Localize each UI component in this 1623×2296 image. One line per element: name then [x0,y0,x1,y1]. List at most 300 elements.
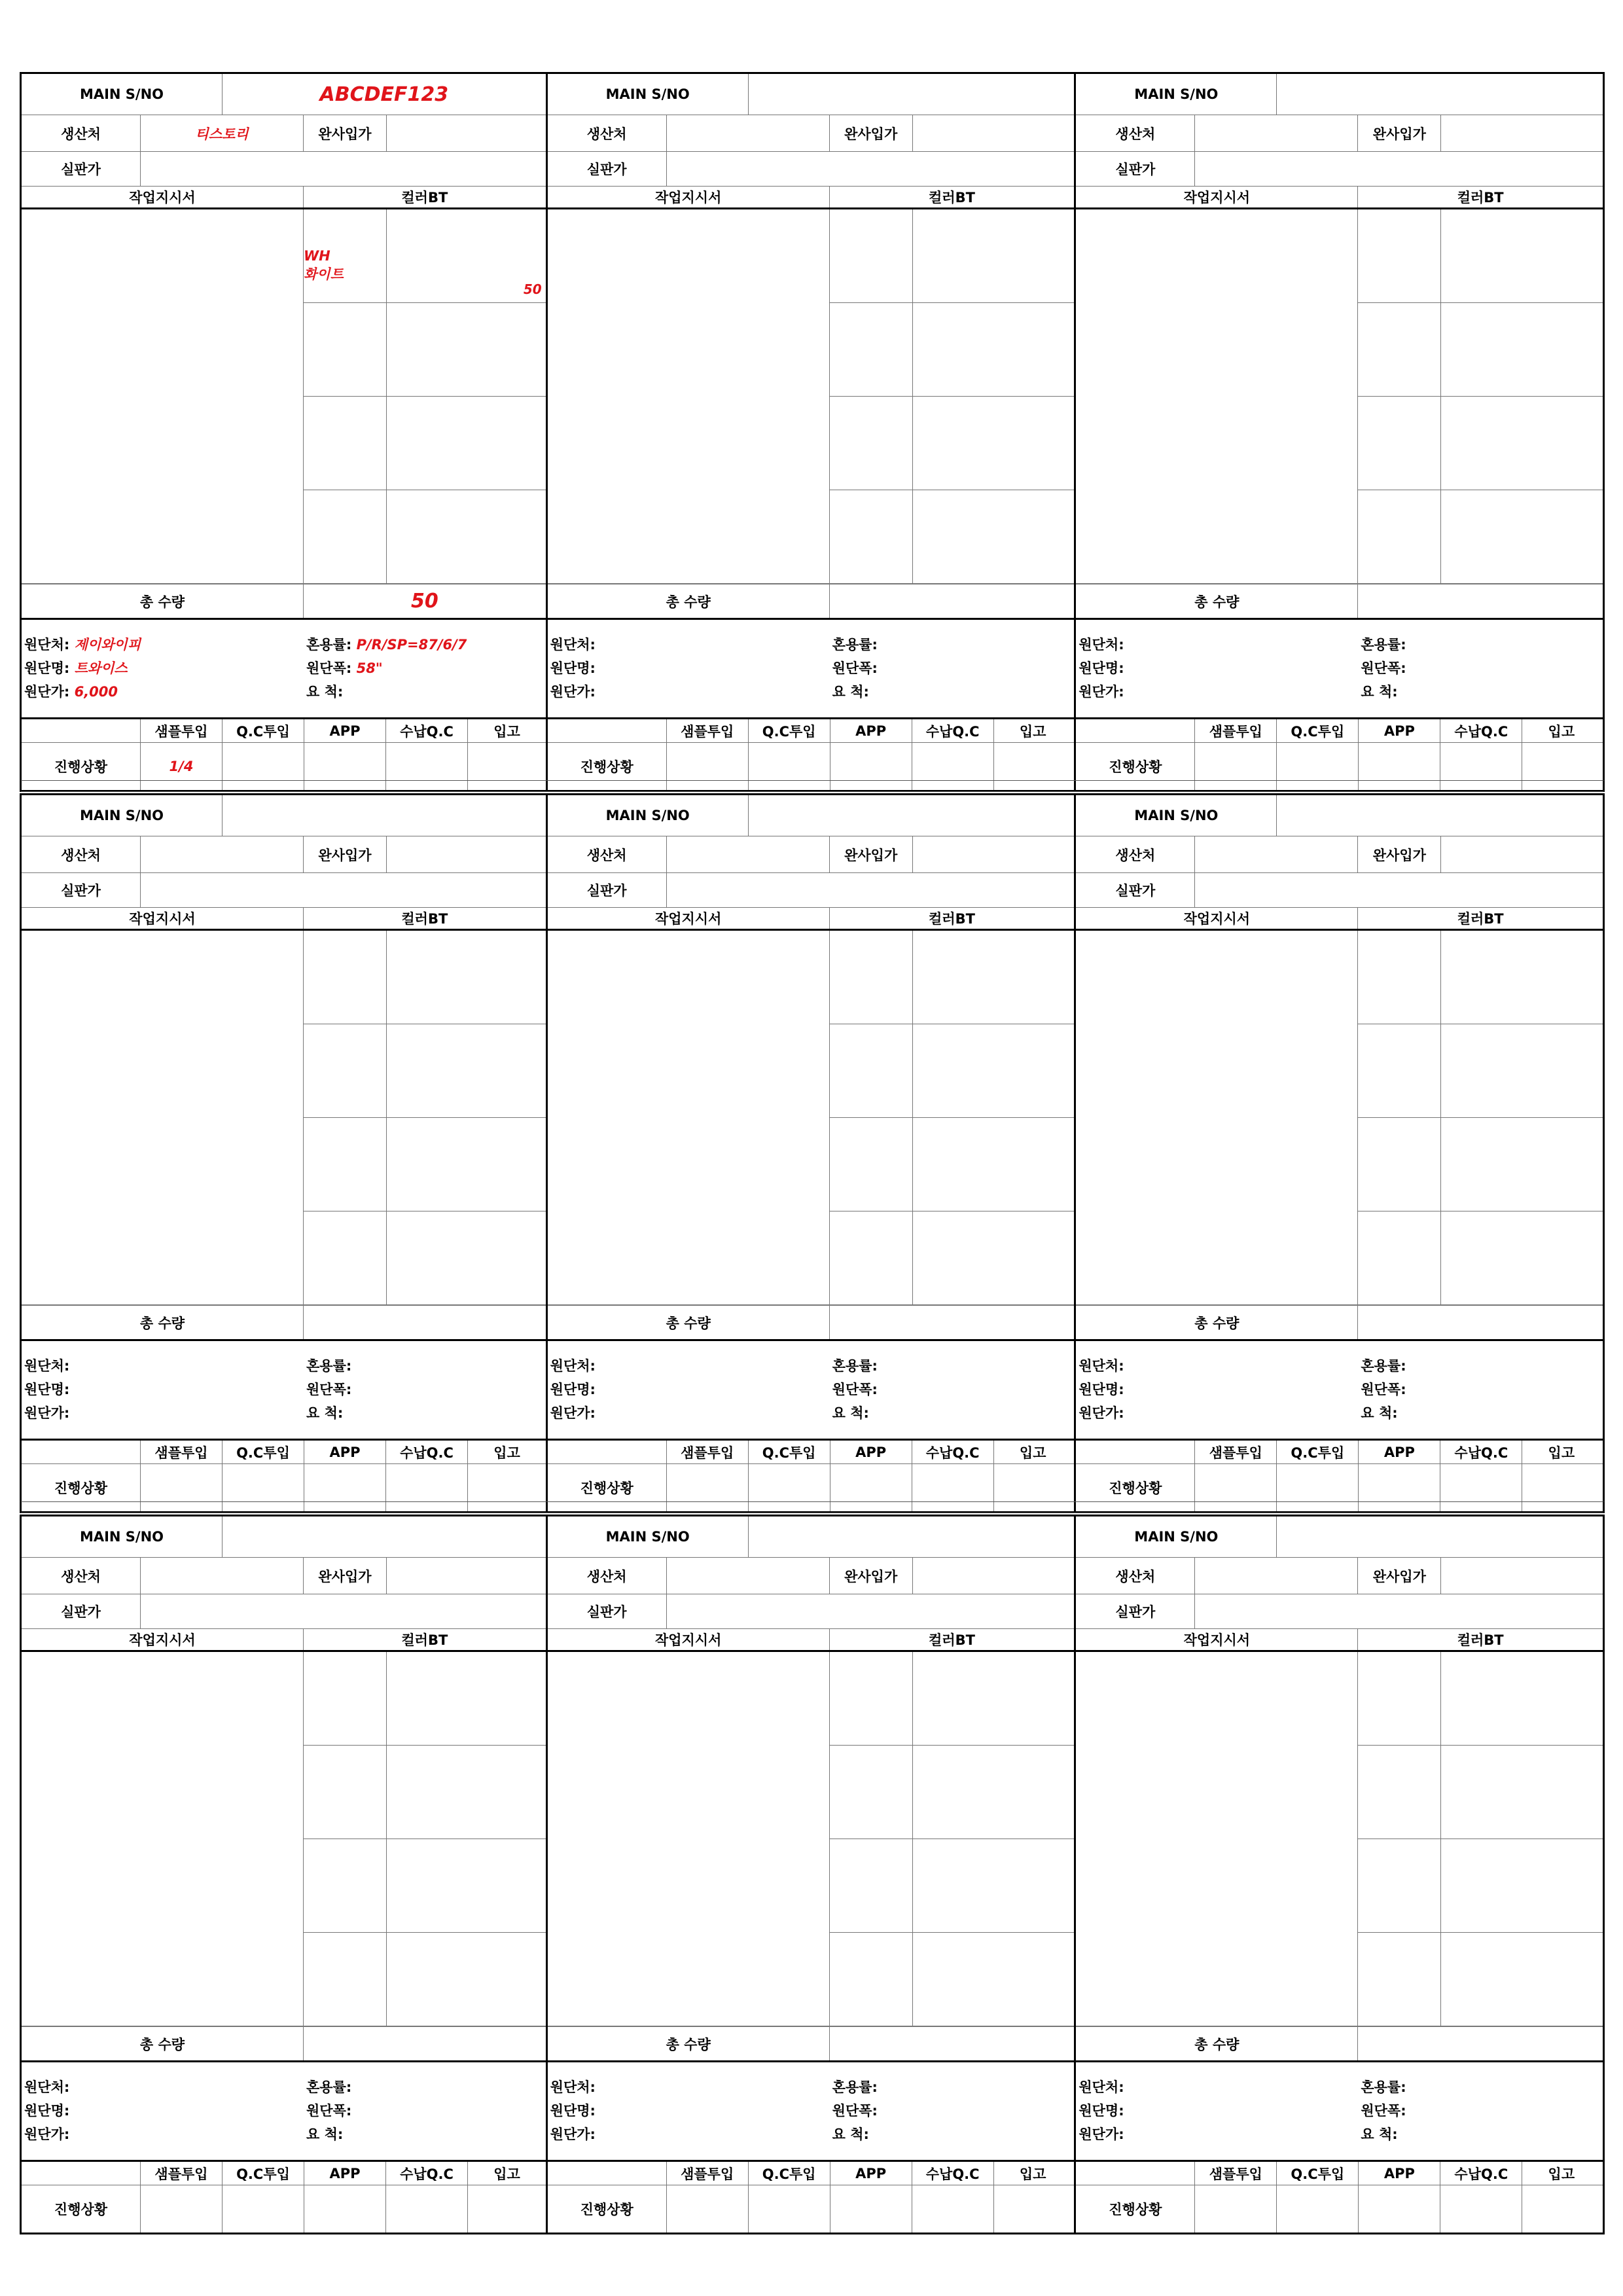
color-qty-cell[interactable] [1441,1652,1603,1745]
stage-value-cell[interactable] [1277,2185,1359,2233]
color-row [304,303,546,397]
stage-header: 입고 [493,723,520,740]
work-order-card [20,793,548,1513]
total-qty-row [548,1305,1075,1341]
fabric-price-label: 원단가: [1079,1405,1124,1421]
actual-price-row [1076,1594,1603,1629]
color-name-cell[interactable] [830,490,913,584]
stage-header: Q.C투입 [1277,2162,1359,2185]
main-sno-value[interactable] [749,1516,1075,1557]
total-qty-value[interactable] [1358,2027,1603,2060]
color-row [1358,1746,1603,1839]
main-sno-value[interactable]: ABCDEF123 [319,82,449,106]
fabric-price-line [1079,1403,1124,1422]
main-sno-row [548,1516,1075,1558]
stage-value-cell[interactable] [304,2185,386,2233]
total-qty-label: 총 수량 [548,584,830,618]
main-sno-label: MAIN S/NO [1076,1516,1277,1557]
main-sno-value[interactable] [223,795,546,836]
color-name-cell[interactable] [830,1118,913,1211]
work-order-header: 작업지시서 [22,908,304,929]
actual-price-row [22,1594,546,1629]
stage-value-cell[interactable] [223,2185,304,2233]
color-qty-cell[interactable] [387,490,546,584]
fabric-width-label: 원단폭: [1361,1382,1406,1397]
main-sno-row [1076,1516,1603,1558]
completion-price-value[interactable] [387,1558,546,1594]
color-qty-cell[interactable] [1441,209,1603,302]
color-row [304,1652,546,1746]
fabric-price-line [550,1403,596,1422]
stage-value-cell[interactable] [994,2185,1072,2233]
color-qty-cell[interactable] [387,209,546,302]
main-sno-value[interactable] [1277,795,1603,836]
color-name-cell[interactable] [1358,1211,1441,1305]
total-qty-label: 총 수량 [22,2027,304,2060]
stage-header: Q.C투입 [223,2162,304,2185]
color-name-cell[interactable] [830,1211,913,1305]
color-bt-header: 컬러BT [929,911,975,927]
work-order-header: 작업지시서 [1076,187,1358,207]
progress-row [22,2185,546,2233]
total-qty-label: 총 수량 [22,584,304,618]
fabric-price-label: 원단가: [1079,684,1124,700]
color-qty-cell[interactable] [1441,931,1603,1024]
producer-value[interactable] [1195,836,1358,872]
actual-price-value[interactable] [141,873,546,907]
stage-header-blank [22,1441,141,1463]
work-order-content[interactable] [1076,209,1358,583]
fabric-price-value[interactable]: 6,000 [74,684,118,700]
color-qty-cell[interactable] [387,397,546,490]
total-qty-value[interactable]: 50 [410,590,438,613]
producer-value[interactable] [141,1558,304,1594]
fabric-name-label: 원단명: [550,1382,596,1397]
color-qty-cell[interactable] [1441,1933,1603,2026]
actual-price-value[interactable] [141,152,546,186]
color-bt-header: 컬러BT [401,190,448,206]
color-qty-cell[interactable] [913,490,1075,584]
main-sno-row [548,74,1075,115]
main-sno-label: MAIN S/NO [548,1516,749,1557]
color-qty-cell[interactable] [913,1746,1075,1839]
producer-value[interactable] [1195,1558,1358,1594]
color-name-cell[interactable] [304,1118,387,1211]
producer-value[interactable] [1195,115,1358,151]
completion-price-value[interactable] [387,115,546,151]
completion-price-value[interactable] [1441,1558,1603,1594]
blend-rate-line [306,1355,351,1375]
progress-label: 진행상황 [1076,743,1195,790]
yardage-label: 요 척: [306,684,344,700]
completion-price-label: 완사입가 [304,1558,387,1594]
completion-price-label: 완사입가 [830,115,913,151]
fabric-source-line [550,2077,596,2096]
producer-value[interactable] [667,1558,830,1594]
color-qty: 50 [523,281,542,297]
color-bt-header: 컬러BT [401,911,448,927]
fabric-price-label: 원단가: [24,2126,70,2142]
work-order-header: 작업지시서 [1076,908,1358,929]
stage-value-cell[interactable]: 1/4 [141,743,223,790]
blend-rate-label: 혼용률: [1361,1358,1406,1374]
stage-value-cell[interactable] [749,2185,830,2233]
work-order-content[interactable] [548,209,830,583]
stage-header-row [548,2162,1075,2185]
color-name-cell[interactable] [830,1024,913,1117]
work-order-sheet [20,72,1605,2225]
actual-price-row [1076,873,1603,908]
main-sno-label: MAIN S/NO [22,74,223,115]
fabric-source-label: 원단처: [550,1358,596,1374]
color-qty-cell[interactable] [1441,1839,1603,1932]
color-name-cell[interactable] [830,1933,913,2026]
stage-value-cell[interactable] [912,2185,994,2233]
fabric-info [1076,620,1603,719]
color-row [1358,1839,1603,1933]
total-qty-value[interactable] [304,2027,546,2060]
total-qty-value[interactable] [830,2027,1075,2060]
fabric-info [1076,2062,1603,2162]
fabric-price-label: 원단가: [550,684,596,700]
color-qty-cell[interactable] [913,1839,1075,1932]
stage-value-cell[interactable] [1522,2185,1600,2233]
yardage-label: 요 척: [1361,684,1398,700]
color-qty-cell[interactable] [1441,1746,1603,1839]
fabric-name-line [1079,2100,1124,2120]
yardage-label: 요 척: [1361,2126,1398,2142]
color-qty-cell[interactable] [387,1118,546,1211]
yardage-label: 요 척: [832,1405,869,1421]
fabric-width-label: 원단폭: [1361,660,1406,676]
stage-header-blank [1076,1441,1195,1463]
color-row [830,397,1075,490]
stage-header-blank [1076,719,1195,742]
section-header-row [548,1629,1075,1652]
total-qty-row [22,2026,546,2062]
work-order-content[interactable] [22,209,304,583]
main-sno-label: MAIN S/NO [548,74,749,115]
color-name-cell[interactable] [1358,1839,1441,1932]
color-qty-cell[interactable] [1441,1211,1603,1305]
yardage-line [1361,2124,1397,2144]
total-qty-label: 총 수량 [22,1306,304,1339]
producer-row [22,1558,546,1594]
color-row [830,209,1075,303]
actual-price-value[interactable] [1195,1594,1603,1628]
work-order-content[interactable] [22,1652,304,2026]
stage-header-row [1076,719,1603,743]
stage-header: 샘플투입 [1195,1441,1277,1463]
color-name-cell[interactable] [830,303,913,396]
stage-value-cell[interactable] [830,2185,912,2233]
color-row [1358,1024,1603,1118]
color-row [1358,1933,1603,2026]
actual-price-label: 실판가 [1076,1594,1195,1628]
color-qty-cell[interactable] [913,1211,1075,1305]
color-name-cell[interactable] [304,303,387,396]
total-qty-value[interactable] [830,584,1075,618]
producer-label: 생산처 [1076,836,1195,872]
fabric-name-line [24,2100,69,2120]
stage-value-cell[interactable] [1359,2185,1440,2233]
work-order-content[interactable] [1076,931,1358,1304]
stage-header: APP [304,719,386,742]
main-sno-value[interactable] [1277,74,1603,115]
color-qty-cell[interactable] [387,931,546,1024]
color-qty-cell[interactable] [1441,303,1603,396]
color-row [304,490,546,584]
color-name-cell[interactable] [830,1652,913,1745]
progress-label: 진행상황 [22,1464,141,1511]
color-name-cell[interactable] [304,490,387,584]
color-name-cell[interactable] [1358,1118,1441,1211]
color-qty-cell[interactable] [913,1118,1075,1211]
color-name-cell[interactable] [304,1024,387,1117]
main-sno-value[interactable] [223,1516,546,1557]
producer-row [1076,115,1603,152]
producer-value[interactable]: 티스토리 [141,115,304,151]
color-qty-cell[interactable] [1441,490,1603,584]
completion-price-value[interactable] [387,836,546,872]
color-row [1358,1211,1603,1305]
color-name-cell[interactable] [830,1839,913,1932]
fabric-source-label: 원단처: [24,2079,70,2095]
stage-value-cell[interactable] [1195,2185,1277,2233]
total-qty-value[interactable] [1358,584,1603,618]
producer-row [548,836,1075,873]
color-name-cell[interactable] [304,397,387,490]
blend-rate-line [1361,1355,1406,1375]
color-name-cell[interactable] [304,1839,387,1932]
color-qty-cell[interactable] [387,1933,546,2026]
color-qty-cell[interactable] [913,209,1075,302]
color-qty-cell[interactable] [387,303,546,396]
main-sno-value[interactable] [749,795,1075,836]
color-name-cell[interactable] [1358,490,1441,584]
work-order-content[interactable] [548,931,830,1304]
fabric-name-value[interactable]: 트와이스 [74,660,128,676]
work-order-content[interactable] [22,931,304,1304]
stage-header: 입고 [1548,1444,1575,1461]
color-row [1358,490,1603,584]
color-qty-cell[interactable] [913,931,1075,1024]
work-order-header: 작업지시서 [548,187,830,207]
blend-rate-value[interactable]: P/R/SP=87/6/7 [356,637,467,653]
yardage-label: 요 척: [306,2126,344,2142]
color-qty-cell[interactable] [387,1024,546,1117]
actual-price-label: 실판가 [548,152,667,186]
stage-header: APP [1359,2162,1440,2185]
total-qty-label: 총 수량 [548,1306,830,1339]
color-qty-cell[interactable] [913,1024,1075,1117]
completion-price-label: 완사입가 [1358,1558,1441,1594]
stage-header: 입고 [1019,1444,1046,1461]
actual-price-value[interactable] [667,873,1075,907]
stage-header: 수납Q.C [912,1441,994,1463]
stage-header: 입고 [1019,723,1046,740]
color-name-cell[interactable] [1358,209,1441,302]
section-header-row [548,908,1075,931]
main-sno-row [1076,795,1603,836]
work-order-content[interactable] [548,1652,830,2026]
actual-price-value[interactable] [141,1594,546,1628]
color-bt-header: 컬러BT [929,1632,975,1648]
yardage-line [1361,681,1397,701]
color-row [830,1024,1075,1118]
card-row [20,72,1605,792]
stage-value-cell[interactable] [468,2185,546,2233]
color-qty-cell[interactable] [387,1652,546,1745]
color-qty-cell[interactable] [913,1652,1075,1745]
completion-price-value[interactable] [1441,836,1603,872]
color-row [304,1118,546,1211]
fabric-name-line [550,1379,596,1399]
stage-value-cell[interactable] [141,2185,223,2233]
work-order-header: 작업지시서 [548,1629,830,1650]
color-name-cell[interactable] [1358,1933,1441,2026]
producer-value[interactable] [667,836,830,872]
color-qty-cell[interactable] [387,1839,546,1932]
color-name-cell[interactable] [1358,931,1441,1024]
blend-rate-label: 혼용률: [306,1358,352,1374]
producer-label: 생산처 [548,1558,667,1594]
fabric-width-value[interactable]: 58" [356,660,383,676]
color-code: WH [304,248,330,264]
fabric-width-label: 원단폭: [306,660,352,676]
blend-rate-label: 혼용률: [832,637,878,653]
stage-header-row [548,719,1075,743]
fabric-info [548,2062,1075,2162]
progress-label: 진행상황 [548,1464,667,1511]
color-name-cell[interactable] [1358,303,1441,396]
stage-header: 수납Q.C [1440,1441,1522,1463]
completion-price-value[interactable] [913,836,1075,872]
color-name-cell[interactable] [304,1652,387,1745]
color-name-cell[interactable] [830,1746,913,1839]
stage-header-blank [22,2162,141,2185]
color-qty-cell[interactable] [913,1933,1075,2026]
color-qty-cell[interactable] [1441,397,1603,490]
work-order-card [1076,1515,1605,2234]
color-qty-cell[interactable] [913,397,1075,490]
color-name-cell[interactable] [1358,397,1441,490]
fabric-name-label: 원단명: [550,2103,596,2119]
stage-header-blank [22,719,141,742]
yardage-line [306,2124,343,2144]
blend-rate-line [306,2077,351,2096]
color-name-cell[interactable] [830,397,913,490]
yardage-label: 요 척: [832,2126,869,2142]
work-order-header: 작업지시서 [548,908,830,929]
fabric-price-line [550,681,596,701]
work-order-card [1076,793,1605,1513]
stage-header: Q.C투입 [223,719,304,742]
stage-header: 샘플투입 [141,2162,223,2185]
producer-value[interactable] [667,115,830,151]
yardage-line [1361,1403,1397,1422]
fabric-source-line [24,2077,69,2096]
color-qty-cell[interactable] [1441,1024,1603,1117]
stage-value-cell[interactable] [667,2185,749,2233]
fabric-width-label: 원단폭: [832,2103,878,2119]
fabric-source-label: 원단처: [24,637,70,653]
color-name-cell[interactable] [304,931,387,1024]
color-qty-cell[interactable] [1441,1118,1603,1211]
completion-price-value[interactable] [1441,115,1603,151]
stage-value-cell[interactable] [386,2185,468,2233]
fabric-info [22,620,546,719]
actual-price-value[interactable] [1195,873,1603,907]
color-name: 화이트 [304,266,344,282]
color-name-cell[interactable] [1358,1024,1441,1117]
actual-price-label: 실판가 [22,152,141,186]
total-qty-value[interactable] [304,1306,546,1339]
color-name-cell[interactable] [304,1211,387,1305]
actual-price-row [548,873,1075,908]
stage-header: Q.C투입 [749,1441,830,1463]
fabric-width-line [306,1379,351,1399]
color-name-cell[interactable] [304,1933,387,2026]
color-name-cell[interactable] [1358,1746,1441,1839]
stage-header: 샘플투입 [141,1441,223,1463]
stage-header: 입고 [493,2166,520,2182]
actual-price-value[interactable] [1195,152,1603,186]
total-qty-row [548,584,1075,620]
actual-price-label: 실판가 [1076,152,1195,186]
color-name-cell[interactable] [304,1746,387,1839]
stage-value-cell[interactable] [1440,2185,1522,2233]
total-qty-row [22,1305,546,1341]
fabric-width-line [306,658,383,677]
completion-price-value[interactable] [913,1558,1075,1594]
completion-price-label: 완사입가 [830,1558,913,1594]
fabric-width-label: 원단폭: [306,2103,352,2119]
main-sno-value[interactable] [749,74,1075,115]
work-order-card [548,1515,1077,2234]
color-row [830,1933,1075,2026]
main-sno-value[interactable] [1277,1516,1603,1557]
total-qty-row [1076,2026,1603,2062]
completion-price-label: 완사입가 [830,836,913,872]
color-name-cell[interactable] [830,209,913,302]
producer-row [22,836,546,873]
actual-price-value[interactable] [667,1594,1075,1628]
producer-value[interactable] [141,836,304,872]
color-row [830,1652,1075,1746]
actual-price-value[interactable] [667,152,1075,186]
color-name-cell[interactable] [830,931,913,1024]
work-order-content[interactable] [1076,1652,1358,2026]
fabric-info [548,620,1075,719]
total-qty-value[interactable] [1358,1306,1603,1339]
color-name-cell[interactable] [1358,1652,1441,1745]
total-qty-value[interactable] [830,1306,1075,1339]
color-qty-cell[interactable] [913,303,1075,396]
fabric-price-line [24,681,118,701]
color-qty-cell[interactable] [387,1211,546,1305]
color-qty-cell[interactable] [387,1746,546,1839]
stage-header: 수납Q.C [912,2162,994,2185]
blend-rate-line [832,2077,878,2096]
actual-price-label: 실판가 [1076,873,1195,907]
section-header-row [22,187,546,209]
color-bt-header: 컬러BT [1457,911,1504,927]
fabric-source-value[interactable]: 제이와이피 [74,637,141,653]
color-name-cell[interactable] [304,209,387,302]
completion-price-value[interactable] [913,115,1075,151]
yardage-line [306,681,343,701]
